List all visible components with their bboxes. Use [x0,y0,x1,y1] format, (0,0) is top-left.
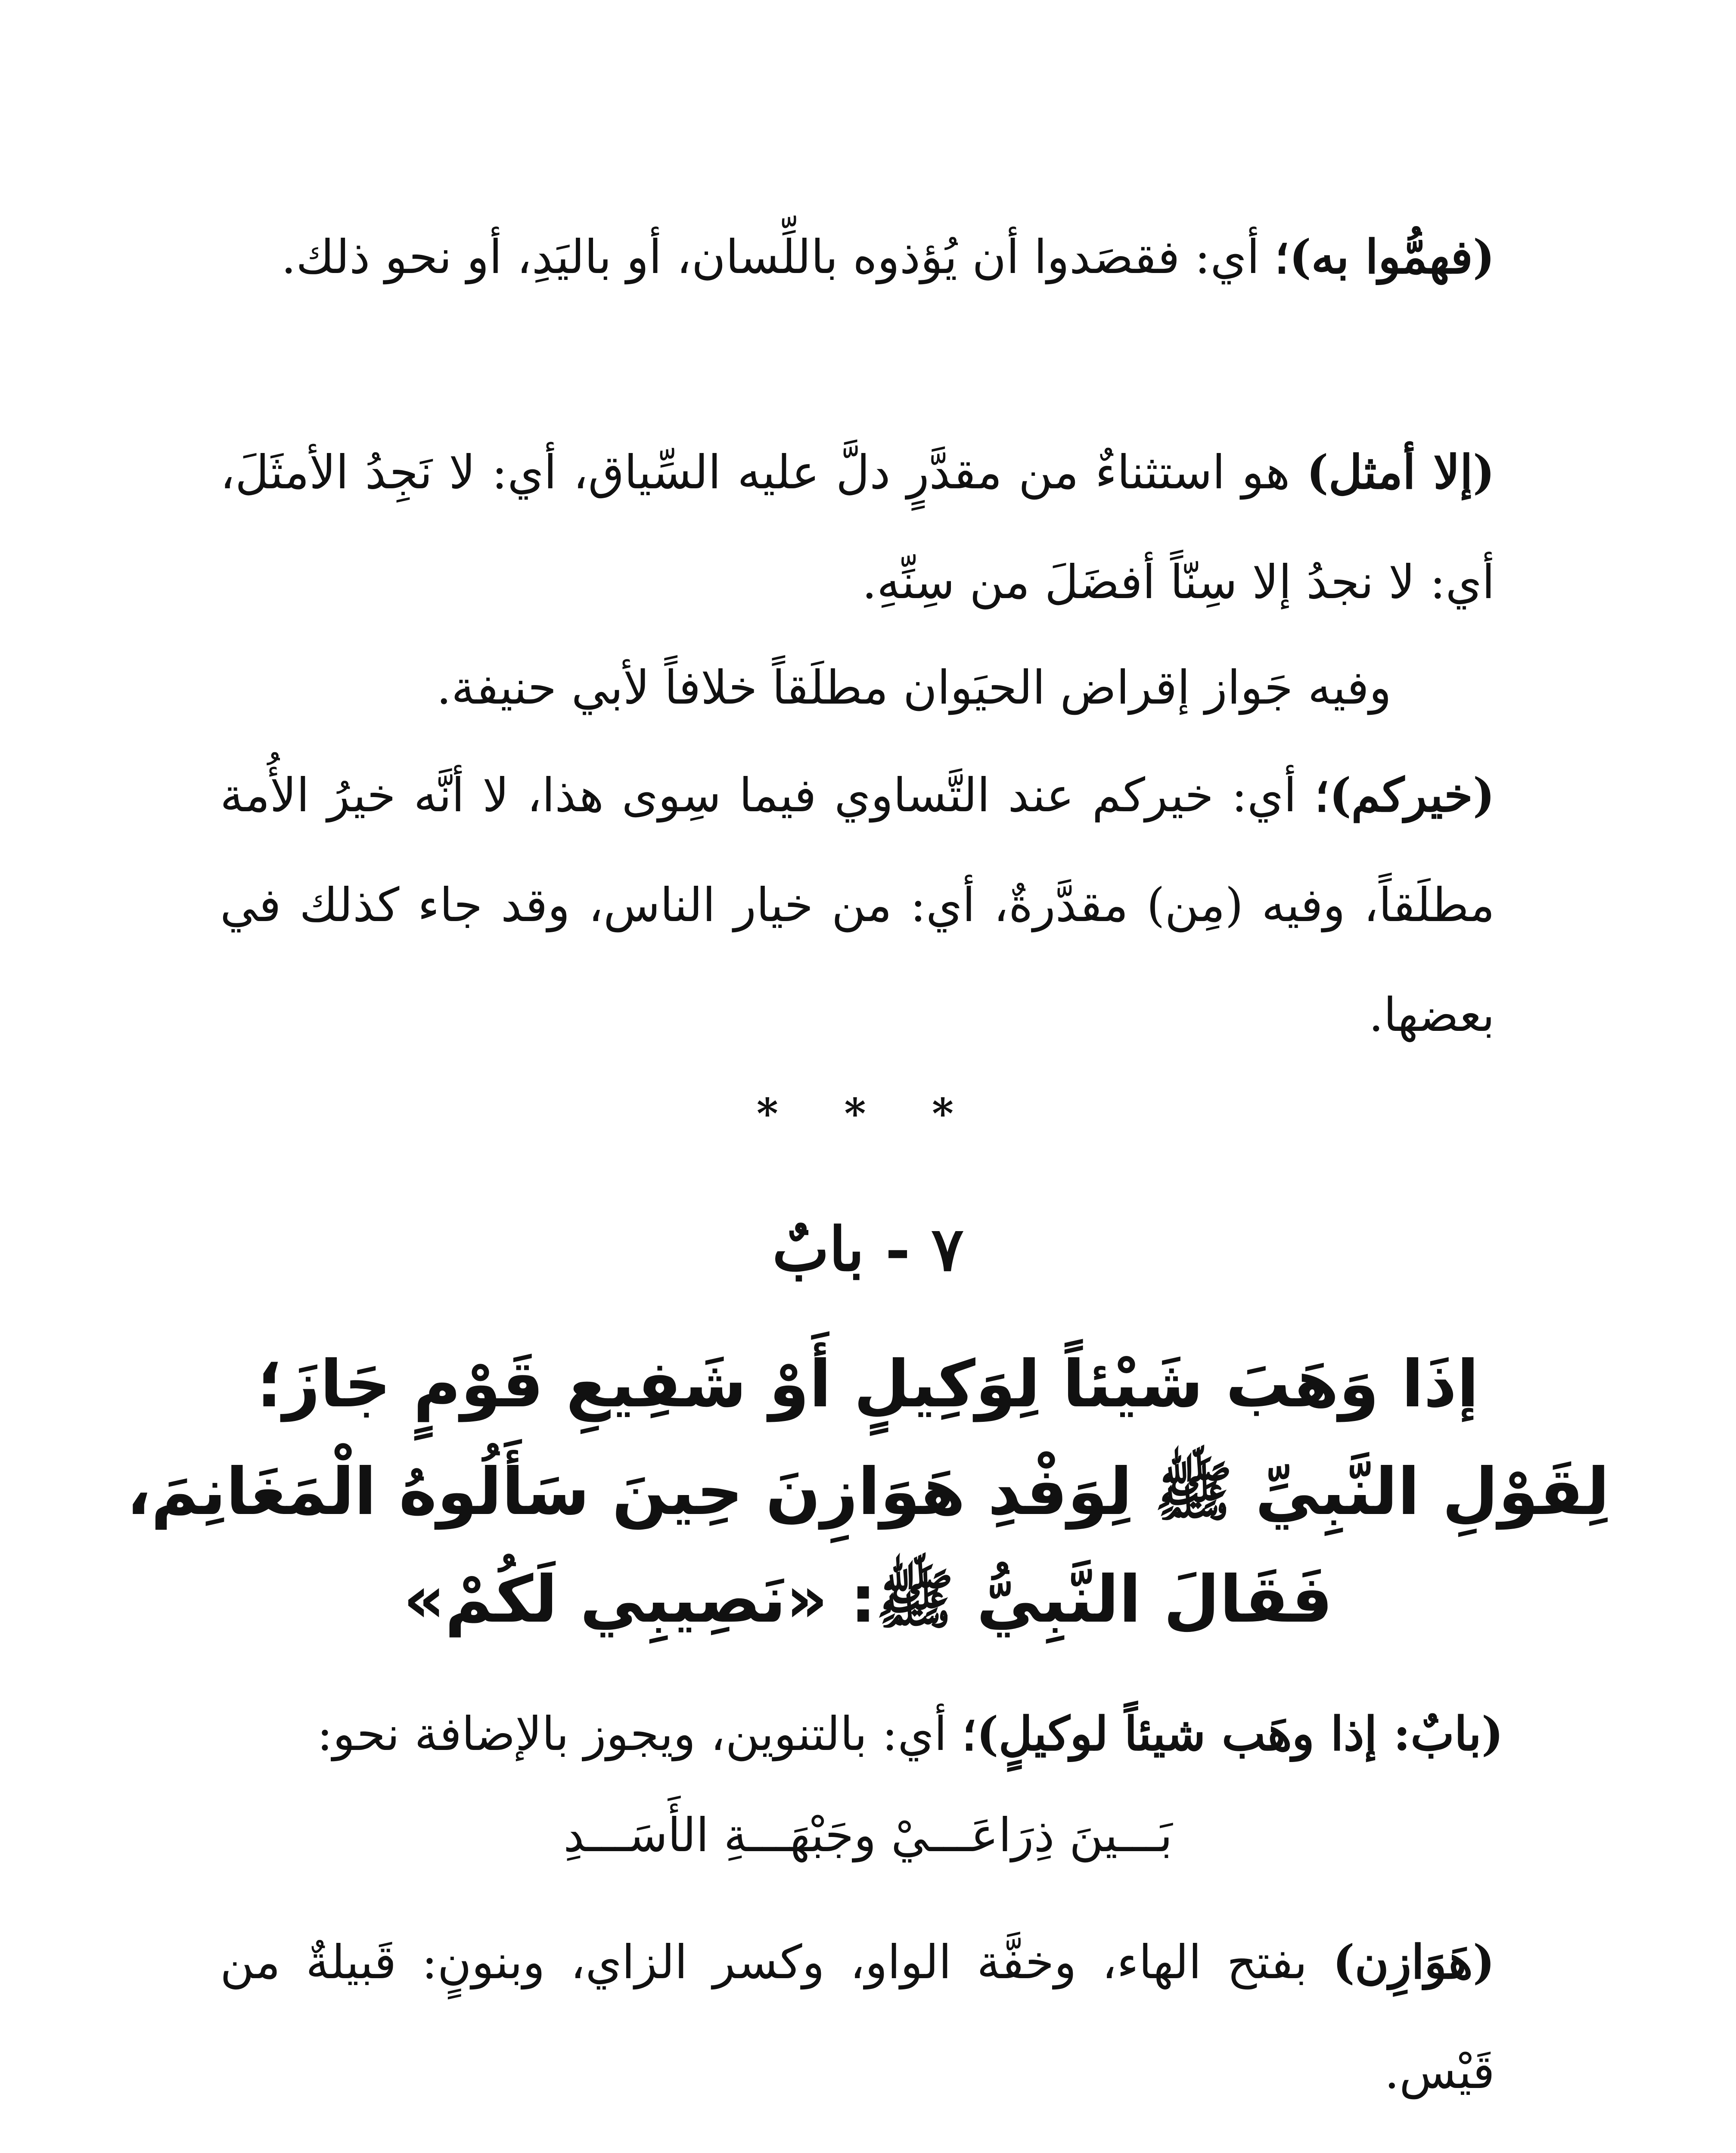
commentary-2-text: بفتح الهاء، وخفَّة الواو، وكسر الزاي، وبنونٍ: قَبيلةٌ من قَيْس. [220,1936,1495,2099]
paragraph-1 [220,202,1495,312]
paragraph-4-lead: (خيركم)؛ [1314,768,1495,822]
chapter-number: ٧ - بابٌ [772,1214,964,1285]
paragraph-1-lead: (فهمُّوا به)؛ [1274,230,1495,284]
commentary-1-lead: (بابٌ: إذا وهَب شيئاً لوكيلٍ)؛ [962,1707,1503,1761]
commentary-1-text: أي: بالتنوين، ويجوز بالإضافة نحو: [317,1707,962,1761]
paragraph-3-text: وفيه جَواز إقراض الحيَوان مطلَقاً خلافاً لأبي حنيفة. [436,661,1391,715]
chapter-title-line-2: لِقَوْلِ النَّبِيِّ ﷺ لِوَفْدِ هَوَازِنَ حِينَ سَأَلُوهُ الْمَغَانِمَ، [126,1455,1610,1529]
commentary-2-lead: (هَوَازِن) [1332,1935,1495,1989]
paragraph-2 [220,418,1495,637]
commentary-2 [220,1908,1495,2127]
paragraph-4-text: أي: خيركم عند التَّساوي فيما سِوى هذا، لا أنَّه خيرُ الأُمة مطلَقاً، وفيه (مِن) مقدَّرةٌ، أي: من خيار الناس، وقد جاء كذلك في بعضها. [220,769,1495,1042]
chapter-title-line-1: إذَا وَهَبَ شَيْئاً لِوَكِيلٍ أَوْ شَفِيعِ قَوْمٍ جَازَ؛ [257,1347,1479,1422]
chapter-title-line-3: فَقَالَ النَّبِيُّ ﷺ: «نَصِيبِي لَكُمْ» [403,1562,1333,1637]
paragraph-1-text: أي: فقصَدوا أن يُؤذوه باللِّسان، أو باليَدِ، أو نحو ذلك. [281,230,1275,284]
commentary-1 [211,1679,1503,1789]
section-separator-1: * * * [756,1089,980,1138]
poetry-verse: بَـــينَ ذِرَاعَـــيْ وجَبْهَـــةِ الأَسَـــدِ [563,1809,1173,1862]
paragraph-3 [220,633,1391,743]
paragraph-2-text: هو استثناءٌ من مقدَّرٍ دلَّ عليه السِّياق، أي: لا نَجِدُ الأمثَلَ، أي: لا نجدُ إلا سِنّاً أفضَلَ من سِنِّهِ. [220,446,1495,609]
paragraph-4 [220,741,1495,1070]
paragraph-2-lead: (إلا أمثل) [1306,445,1495,499]
